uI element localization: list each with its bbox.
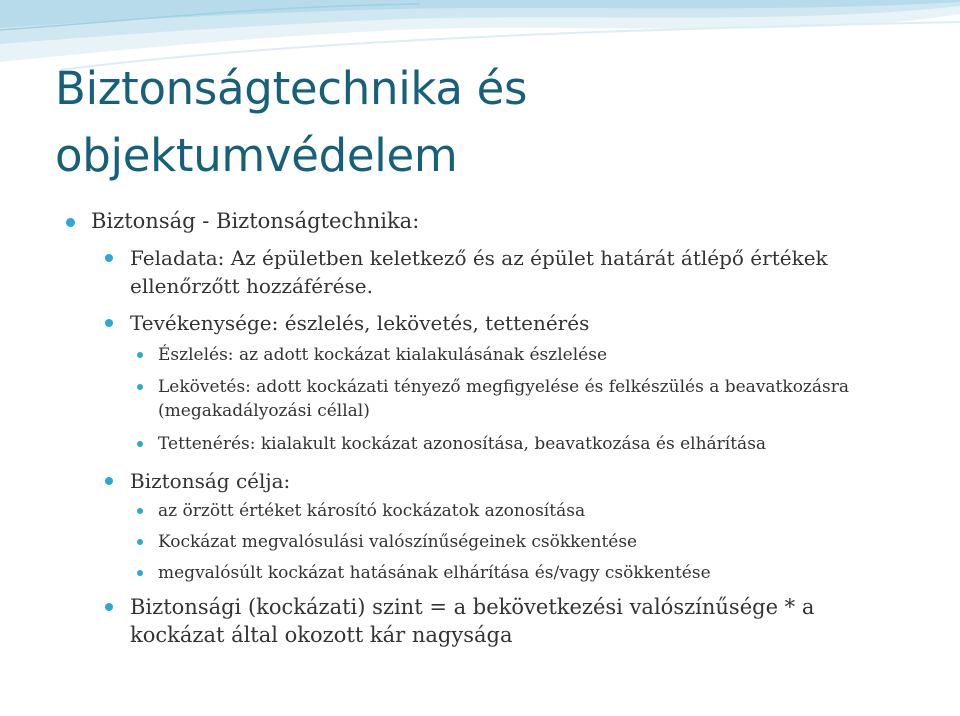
bullet-marker-icon [137, 539, 143, 545]
bullet-level2 [130, 467, 910, 495]
bullet-level2 [130, 244, 910, 300]
bullet-marker-icon [105, 477, 113, 485]
bullet-level1 [130, 593, 890, 649]
bullet-text: az örzött értéket károsító kockázatok azonosítása [158, 501, 586, 521]
bullet-marker-icon [105, 319, 113, 327]
slide-title: Biztonságtechnika és objektumvédelem [55, 62, 528, 182]
bullet-marker-icon [137, 441, 143, 447]
bullet-marker-icon [137, 352, 143, 358]
bullet-text: Biztonság - Biztonságtechnika: [91, 209, 420, 233]
bullet-marker-icon [137, 570, 143, 576]
bullet-text: Tettenérés: kialakult kockázat azonosítása, beavatkozása és elhárítása [158, 434, 767, 454]
bullet-marker-icon [137, 384, 143, 390]
bullet-text: Lekövetés: adott kockázati tényező megfigyelése és felkészülés a beavatkozásra (megakadályozási céllal) [158, 377, 850, 421]
bullet-level3 [158, 530, 918, 554]
bullet-text: Feladata: Az épületben keletkező és az épület határát átlépő értékek ellenőrzőtt hozzáférése. [130, 246, 828, 298]
bullet-level3 [158, 561, 918, 585]
bullet-level2 [130, 309, 910, 337]
bullet-text: megvalósúlt kockázat hatásának elhárítása és/vagy csökkentése [158, 563, 711, 583]
bullet-text: Észlelés: az adott kockázat kialakulásának észlelése [158, 345, 608, 365]
bullet-level3 [158, 343, 918, 367]
bullet-level3 [158, 432, 938, 456]
bullet-text: Kockázat megvalósulási valószínűségeinek csökkentése [158, 532, 638, 552]
bullet-marker-icon [105, 603, 113, 611]
bullet-marker-icon [66, 218, 75, 227]
bullet-level1 [91, 207, 931, 236]
bullet-marker-icon [105, 254, 113, 262]
bullet-level3 [158, 375, 858, 423]
bullet-level3 [158, 499, 918, 523]
bullet-marker-icon [137, 508, 143, 514]
bullet-text: Biztonsági (kockázati) szint = a bekövetkezési valószínűsége * a kockázat által okozott kár nagysága [130, 595, 815, 647]
bullet-text: Biztonság célja: [130, 469, 291, 493]
bullet-text: Tevékenysége: észlelés, lekövetés, tettenérés [130, 311, 590, 335]
